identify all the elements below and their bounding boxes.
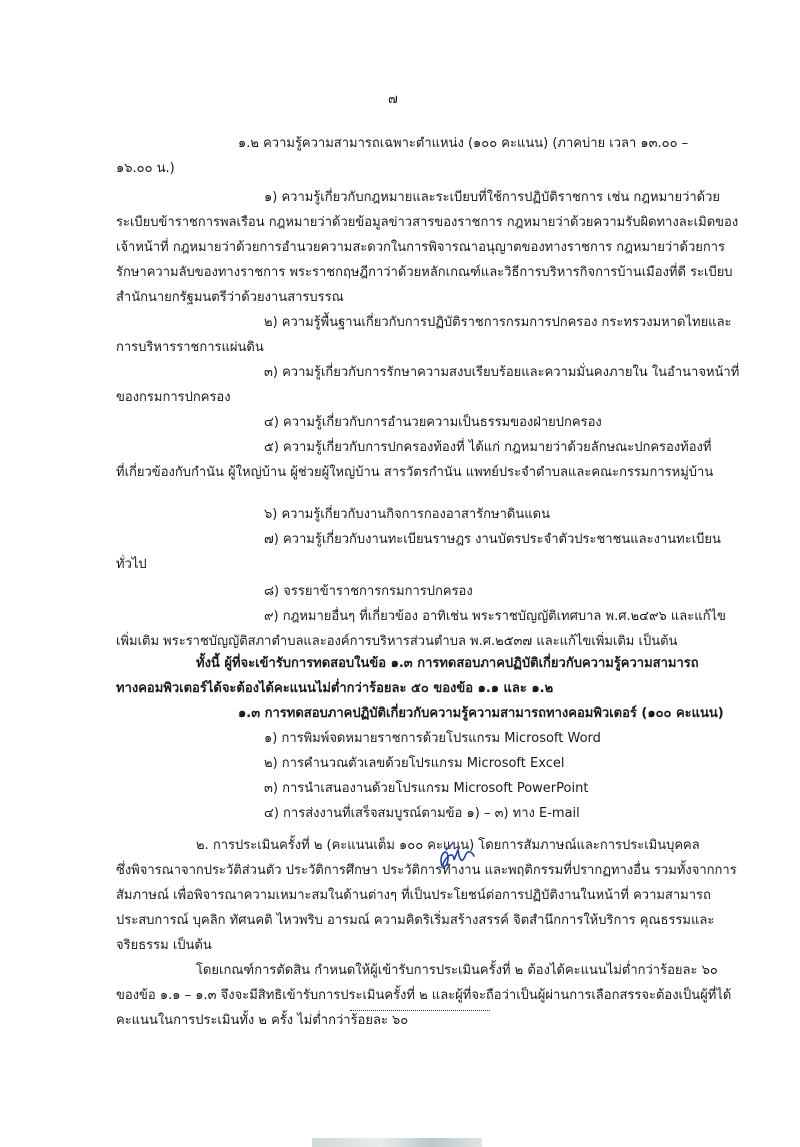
text-line-l17: ทั่วไป: [116, 557, 147, 572]
dotted-separator: [350, 1010, 490, 1011]
text-line-l19: ๙) กฎหมายอื่นๆ ที่เกี่ยวข้อง อาทิเช่น พระราชบัญญัติเทศบาล พ.ศ.๒๔๙๖ และแก้ไข: [264, 609, 726, 624]
text-line-l28: ๒. การประเมินครั้งที่ ๒ (คะแนนเต็ม ๑๐๐ คะแนน) โดยการสัมภาษณ์และการประเมินบุคคล: [196, 838, 700, 853]
text-line-l10: ๓) ความรู้เกี่ยวกับการรักษาความสงบเรียบร้อยและความมั่นคงภายใน ในอำนาจหน้าที่: [264, 365, 740, 380]
text-line-l05: เจ้าหน้าที่ กฎหมายว่าด้วยการอำนวยความสะดวกในการพิจารณาอนุญาตของทางราชการ กฎหมายว่าด้วยการ: [116, 240, 726, 255]
text-line-l16: ๗) ความรู้เกี่ยวกับงานทะเบียนราษฎร งานบัตรประจำตัวประชาชนและงานทะเบียน: [264, 532, 721, 547]
scan-edge-artifact: [312, 1138, 482, 1147]
text-line-l31: ประสบการณ์ บุคลิก ทัศนคติ ไหวพริบ อารมณ์ ความคิดริเริ่มสร้างสรรค์ จิตสำนึกการให้บริการ คุณธรรมและ: [116, 913, 715, 928]
text-line-l18: ๘) จรรยาข้าราชการกรมการปกครอง: [264, 584, 473, 599]
text-line-l33: โดยเกณฑ์การตัดสิน กำหนดให้ผู้เข้ารับการประเมินครั้งที่ ๒ ต้องได้คะแนนไม่ต่ำกว่าร้อยละ ๖๐: [196, 963, 718, 978]
text-line-l34: ของข้อ ๑.๑ – ๑.๓ จึงจะมีสิทธิเข้ารับการประเมินครั้งที่ ๒ และผู้ที่จะถือว่าเป็นผู้ผ่านการเลือกสรรจะต้องเป็นผู้ที่ได้: [116, 988, 732, 1003]
signature-mark: [436, 840, 476, 876]
text-line-l04: ระเบียบข้าราชการพลเรือน กฎหมายว่าด้วยข้อมูลข่าวสารของราชการ กฎหมายว่าด้วยความรับผิดทางละเมิดของ: [116, 215, 739, 230]
text-line-l08: ๒) ความรู้พื้นฐานเกี่ยวกับการปฏิบัติราชการกรมการปกครอง กระทรวงมหาดไทยและ: [264, 315, 732, 330]
text-line-l14: ที่เกี่ยวข้องกับกำนัน ผู้ใหญ่บ้าน ผู้ช่วยผู้ใหญ่บ้าน สารวัตรกำนัน แพทย์ประจำตำบลและคณะกรรมการหมู่บ้าน: [116, 465, 714, 480]
text-line-l26: ๓) การนำเสนองานด้วยโปรแกรม Microsoft PowerPoint: [264, 781, 589, 796]
text-line-l09: การบริหารราชการแผ่นดิน: [116, 340, 264, 355]
text-line-l21: ทั้งนี้ ผู้ที่จะเข้ารับการทดสอบในข้อ ๑.๓ การทดสอบภาคปฏิบัติเกี่ยวกับความรู้ความสามารถ: [196, 656, 699, 671]
page-number: ๗: [388, 92, 398, 107]
text-line-l35: คะแนนในการประเมินทั้ง ๒ ครั้ง ไม่ต่ำกว่าร้อยละ ๖๐: [116, 1013, 409, 1028]
text-line-l11: ของกรมการปกครอง: [116, 390, 231, 405]
text-line-l22: ทางคอมพิวเตอร์ได้จะต้องได้คะแนนไม่ต่ำกว่าร้อยละ ๕๐ ของข้อ ๑.๑ และ ๑.๒: [116, 681, 554, 696]
text-line-l25: ๒) การคำนวณตัวเลขด้วยโปรแกรม Microsoft Excel: [264, 756, 565, 771]
text-line-l07: สำนักนายกรัฐมนตรีว่าด้วยงานสารบรรณ: [116, 290, 344, 305]
text-line-l02: ๑๖.๐๐ น.): [116, 161, 175, 176]
text-line-l12: ๔) ความรู้เกี่ยวกับการอำนวยความเป็นธรรมของฝ่ายปกครอง: [264, 415, 602, 430]
text-line-l30: สัมภาษณ์ เพื่อพิจารณาความเหมาะสมในด้านต่างๆ ที่เป็นประโยชน์ต่อการปฏิบัติงานในหน้าที่ ความสามารถ: [116, 888, 711, 903]
text-line-l20: เพิ่มเติม พระราชบัญญัติสภาตำบลและองค์การบริหารส่วนตำบล พ.ศ.๒๕๓๗ และแก้ไขเพิ่มเติม เป็นต้น: [116, 634, 678, 649]
text-line-l27: ๔) การส่งงานที่เสร็จสมบูรณ์ตามข้อ ๑) – ๓) ทาง E-mail: [264, 806, 580, 821]
text-line-l01: ๑.๒ ความรู้ความสามารถเฉพาะตำแหน่ง (๑๐๐ คะแนน) (ภาคบ่าย เวลา ๑๓.๐๐ –: [238, 136, 689, 151]
text-line-l32: จริยธรรม เป็นต้น: [116, 938, 212, 953]
text-line-l15: ๖) ความรู้เกี่ยวกับงานกิจการกองอาสารักษาดินแดน: [264, 507, 550, 522]
text-line-l13: ๕) ความรู้เกี่ยวกับการปกครองท้องที่ ได้แก่ กฎหมายว่าด้วยลักษณะปกครองท้องที่: [264, 440, 712, 455]
text-line-l03: ๑) ความรู้เกี่ยวกับกฎหมายและระเบียบที่ใช้การปฏิบัติราชการ เช่น กฎหมายว่าด้วย: [264, 190, 721, 205]
text-line-l24: ๑) การพิมพ์จดหมายราชการด้วยโปรแกรม Microsoft Word: [264, 731, 601, 746]
text-line-l06: รักษาความลับของทางราชการ พระราชกฤษฎีกาว่าด้วยหลักเกณฑ์และวิธีการบริหารกิจการบ้านเมืองที่ดี ระเบียบ: [116, 265, 733, 280]
text-line-l23: ๑.๓ การทดสอบภาคปฏิบัติเกี่ยวกับความรู้ความสามารถทางคอมพิวเตอร์ (๑๐๐ คะแนน): [238, 706, 724, 721]
text-line-l29: ซึ่งพิจารณาจากประวัติส่วนตัว ประวัติการศึกษา ประวัติการทำงาน และพฤติกรรมที่ปรากฏทางอื่น รวมทั้งจากการ: [116, 863, 737, 878]
